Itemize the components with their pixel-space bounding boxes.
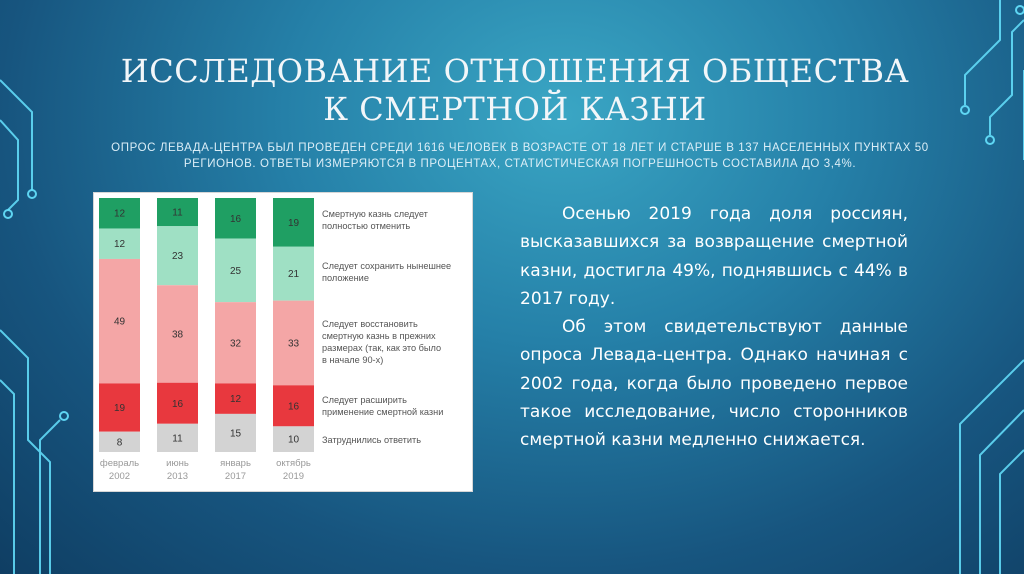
data-label: 16 bbox=[229, 213, 242, 225]
legend-entry bbox=[322, 261, 451, 283]
text-block bbox=[520, 200, 908, 455]
data-label: 25 bbox=[229, 265, 242, 277]
stacked-bar-chart bbox=[94, 193, 474, 493]
legend-entry bbox=[322, 395, 443, 417]
data-label: 11 bbox=[172, 207, 183, 219]
legend-label: Следует восстановить смертную казнь в прежних размерах (так, как это было в начале 90-х) bbox=[322, 319, 442, 365]
category-label: октябрь bbox=[276, 458, 311, 469]
data-label: 21 bbox=[287, 269, 300, 281]
legend-entry bbox=[322, 435, 421, 445]
legend-entry bbox=[322, 209, 429, 231]
data-label: 16 bbox=[171, 398, 184, 410]
data-label: 8 bbox=[116, 437, 123, 449]
legend-entry bbox=[322, 319, 441, 365]
legend-label: Затруднились ответить bbox=[322, 435, 421, 445]
category-label: 2013 bbox=[166, 471, 189, 482]
chart-card bbox=[93, 192, 473, 492]
data-label: 49 bbox=[113, 316, 126, 328]
category-label: июнь bbox=[166, 458, 189, 469]
data-label: 11 bbox=[172, 433, 183, 445]
data-label: 12 bbox=[229, 394, 242, 406]
paragraph-1: Осенью 2019 года доля россиян, высказавшихся за возвращение смертной казни, достигла 49%, поднявшись с 44% в 2017 году. bbox=[520, 204, 908, 309]
category-label: 2019 bbox=[282, 471, 305, 482]
data-label: 15 bbox=[229, 428, 242, 440]
data-label: 38 bbox=[171, 329, 184, 341]
data-label: 19 bbox=[113, 403, 126, 415]
data-label: 12 bbox=[113, 208, 126, 220]
category-label: 2017 bbox=[224, 471, 247, 482]
data-label: 32 bbox=[229, 338, 242, 350]
data-label: 12 bbox=[113, 239, 126, 251]
data-label: 33 bbox=[287, 338, 300, 350]
data-label: 16 bbox=[287, 401, 300, 413]
data-label: 10 bbox=[287, 434, 300, 446]
legend-label: Следует сохранить нынешнее положение bbox=[322, 261, 452, 283]
legend-label: Следует расширить применение смертной казни bbox=[322, 395, 444, 417]
category-label: 2002 bbox=[108, 471, 131, 482]
legend-label: Смертную казнь следует полностью отменить bbox=[322, 209, 428, 231]
paragraph-2: Об этом свидетельствуют данные опроса Левада-центра. Однако начиная с 2002 года, когда было проведено первое такое исследование, число сторонников смертной казни медленно снижается. bbox=[520, 317, 908, 451]
slide-subtitle: ОПРОС ЛЕВАДА-ЦЕНТРА БЫЛ ПРОВЕДЕН СРЕДИ 1616 ЧЕЛОВЕК В ВОЗРАСТЕ ОТ 18 ЛЕТ И СТАРШЕ В 137 НАСЕЛЕННЫХ ПУНКТАХ 50 РЕГИОНОВ. ОТВЕТЫ ИЗМЕРЯЮТСЯ В ПРОЦЕНТАХ, СТАТИСТИЧЕСКАЯ ПОГРЕШНОСТЬ СОСТАВИЛА ДО 3,4%. bbox=[111, 142, 929, 170]
category-label: январь bbox=[220, 458, 251, 469]
slide-title: ИССЛЕДОВАНИЕ ОТНОШЕНИЯ ОБЩЕСТВА К СМЕРТНОЙ КАЗНИ bbox=[120, 52, 910, 128]
category-label: февраль bbox=[99, 458, 140, 469]
data-label: 19 bbox=[287, 217, 300, 229]
data-label: 23 bbox=[171, 251, 184, 263]
